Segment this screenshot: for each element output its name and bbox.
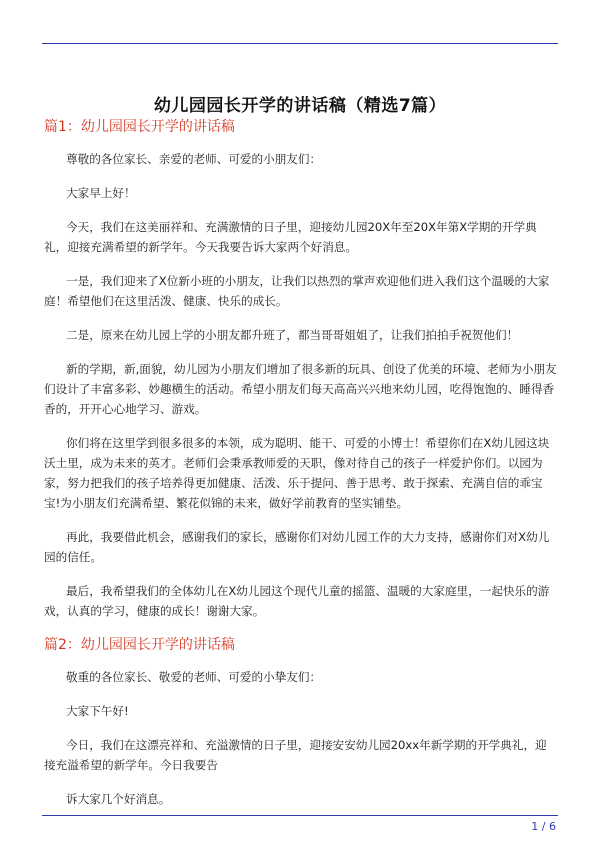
paragraph: 今日，我们在这漂亮祥和、充溢激情的日子里，迎接安安幼儿园20xx年新学期的开学典礼，迎接充溢希望的新学年。今日我要告	[44, 738, 547, 772]
paragraph: 大家下午好!	[66, 704, 129, 718]
paragraph: 新的学期，新,面貌，幼儿园为小朋友们增加了很多新的玩具、创设了优美的环境、老师为小朋友们设计了丰富多彩、妙趣横生的活动。希望小朋友们每天高高兴兴地来幼儿园，吃得饱饱的、睡得香香的，开开心心地学习、游戏。	[44, 362, 557, 416]
section-heading: 篇2：幼儿园园长开学的讲话稿	[44, 637, 235, 653]
paragraph: 一是，我们迎来了X位新小班的小朋友，让我们以热烈的掌声欢迎他们进入我们这个温暖的大家庭！希望他们在这里活泼、健康、快乐的成长。	[44, 274, 550, 308]
page-number: 1 / 6	[531, 820, 556, 833]
paragraph: 尊敬的各位家长、亲爱的老师、可爱的小朋友们：	[66, 152, 322, 166]
footer-rule	[42, 815, 558, 816]
paragraph: 今天，我们在这美丽祥和、充满激情的日子里，迎接幼儿园20X年至20X年第X学期的开学典礼，迎接充满希望的新学年。今天我要告诉大家两个好消息。	[44, 220, 537, 254]
section-2	[44, 635, 558, 809]
paragraph: 你们将在这里学到很多很多的本领，成为聪明、能干、可爱的小博士！希望你们在X幼儿园这块沃土里，成为未来的英才。老师们会秉承教师爱的天职，像对待自己的孩子一样爱护你们。以园为家，努力把我们的孩子培养得更加健康、活泼、乐于提问、善于思考、敢于探索、充满自信的乖宝宝!为小朋友们充满希望、繁花似锦的未来，做好学前教育的坚实铺垫。	[44, 436, 550, 510]
document-title: 幼儿园园长开学的讲话稿（精选7篇）	[153, 96, 447, 117]
header-rule	[42, 43, 558, 44]
paragraph: 大家早上好！	[66, 186, 136, 200]
paragraph: 最后，我希望我们的全体幼儿在X幼儿园这个现代儿童的摇篮、温暖的大家庭里，一起快乐的游戏，认真的学习，健康的成长！谢谢大家。	[44, 584, 550, 618]
paragraph: 再此，我要借此机会，感谢我们的家长，感谢你们对幼儿园工作的大力支持，感谢你们对X幼儿园的信任。	[44, 530, 550, 564]
paragraph: 敬重的各位家长、敬爱的老师、可爱的小挚友们：	[66, 670, 322, 684]
section-heading: 篇1：幼儿园园长开学的讲话稿	[44, 119, 235, 135]
section-1	[44, 117, 558, 621]
paragraph: 二是，原来在幼儿园上学的小朋友都升班了，都当哥哥姐姐了，让我们拍拍手祝贺他们！	[66, 328, 519, 342]
document-body	[44, 117, 558, 823]
paragraph: 诉大家几个好消息。	[66, 792, 171, 806]
